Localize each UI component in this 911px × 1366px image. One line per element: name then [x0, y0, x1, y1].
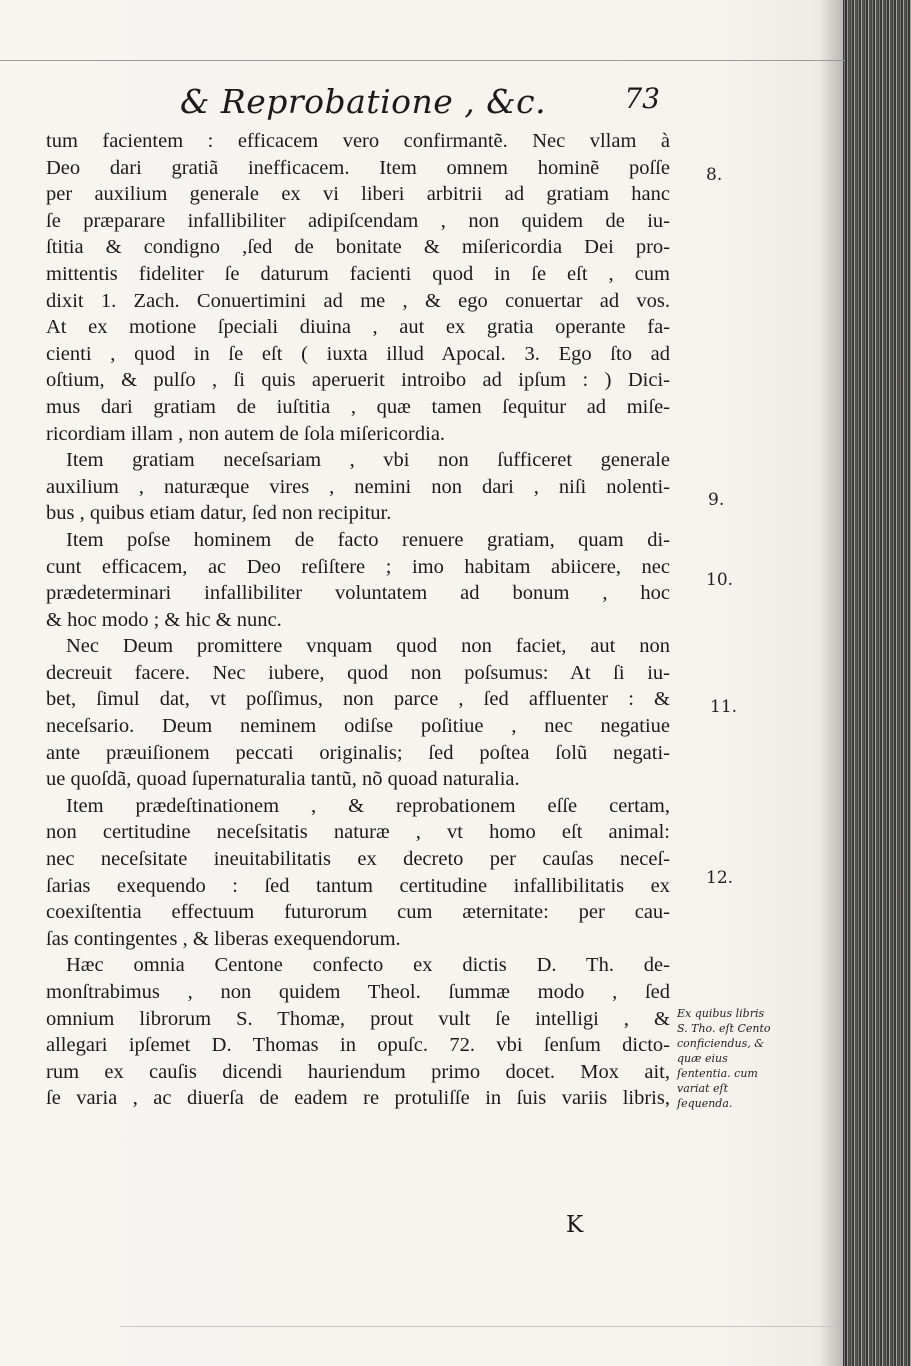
paragraph	[46, 527, 670, 633]
running-title: & Reprobatione , &c.	[180, 82, 547, 121]
paragraph	[46, 633, 670, 793]
text-line: auxilium , naturæque vires , nemini non dari , niſi nolenti-	[46, 475, 670, 498]
text-line: cunt efficacem, ac Deo reſiſtere ; imo habitam abiicere, nec	[46, 555, 670, 578]
paragraph	[46, 793, 670, 953]
body-text	[46, 128, 670, 1112]
page-edge-top	[0, 60, 845, 61]
text-line: omnium librorum S. Thomæ, prout vult ſe intelligi , &	[46, 1007, 670, 1030]
text-line: non certitudine neceſsitatis naturæ , vt homo eſt animal:	[46, 821, 670, 844]
paragraph	[46, 128, 670, 447]
text-line: prædeterminari infallibiliter voluntatem ad bonum , hoc	[46, 582, 670, 605]
text-line: mittentis fideliter ſe daturum facienti quod in ſe eſt , cum	[46, 262, 670, 285]
page-edge-bottom	[120, 1326, 840, 1327]
text-line: At ex motione ſpeciali diuina , aut ex gratia operante fa-	[46, 316, 670, 339]
text-line: allegari ipſemet D. Thomas in opuſc. 72. vbi ſenſum dicto-	[46, 1034, 670, 1057]
text-line: monſtrabimus , non quidem Theol. ſummæ modo , ſed	[46, 981, 670, 1003]
text-line: nec neceſsitate ineuitabilitatis ex decreto per cauſas neceſ-	[46, 848, 670, 871]
text-line: decreuit facere. Nec iubere, quod non poſsumus: At ſi iu-	[46, 661, 670, 684]
text-line: per auxilium generale ex vi liberi arbitrii ad gratiam hanc	[46, 183, 670, 206]
margin-number: 12.	[706, 868, 734, 888]
book-spine	[843, 0, 911, 1366]
margin-number: 10.	[706, 570, 734, 590]
page-number: 73	[624, 82, 660, 115]
text-line: bus , quibus etiam datur, ſed non recipitur.	[46, 502, 392, 525]
text-line: ue quoſdã, quoad ſupernaturalia tantũ, nõ quoad naturalia.	[46, 768, 520, 791]
text-line: & hoc modo ; & hic & nunc.	[46, 608, 282, 631]
text-line: tum facientem : efficacem vero confirmantẽ. Nec vllam à	[46, 130, 670, 152]
text-line: ricordiam illam , non autem de ſola miſericordia.	[46, 422, 446, 445]
margin-number: 11.	[710, 697, 738, 717]
text-line: ſtitia & condigno ,ſed de bonitate & miſericordia Dei pro-	[46, 236, 670, 259]
text-line: oſtium, & pulſo , ſi quis aperuerit introibo ad ipſum : ) Dici-	[46, 369, 670, 392]
paragraph	[46, 447, 670, 527]
text-line: ſe varia , ac diuerſa de eadem re protuliſſe in ſuis variis libris,	[46, 1087, 670, 1110]
text-line: Nec Deum promittere vnquam quod non faciet, aut non	[66, 635, 670, 658]
text-line: Item gratiam neceſsariam , vbi non ſufficeret generale	[66, 449, 670, 472]
paragraph	[46, 952, 670, 1112]
text-line: dixit 1. Zach. Conuertimini ad me , & ego conuertar ad vos.	[46, 289, 670, 312]
text-line: neceſsario. Deum neminem odiſse poſitiue , nec negatiue	[46, 715, 670, 738]
marginal-note: Ex quibus libris S. Tho. eſt Cento conficiendus, & quæ eius ſententia. cum variat eſt ſequenda.	[677, 1007, 771, 1110]
text-line: bet, ſimul dat, vt poſſimus, non parce , ſed affluenter : &	[46, 688, 670, 711]
text-line: Item prædeſtinationem , & reprobationem eſſe certam,	[66, 794, 670, 817]
text-line: Hæc omnia Centone confecto ex dictis D. Th. de-	[66, 954, 670, 977]
text-line: coexiſtentia effectuum futurorum cum æternitate: per cau-	[46, 901, 670, 924]
text-line: rum ex cauſis dicendi hauriendum primo docet. Mox ait,	[46, 1060, 670, 1083]
margin-number: 9.	[708, 490, 725, 510]
text-line: Item poſse hominem de facto renuere gratiam, quam di-	[66, 528, 670, 551]
text-line: ſe præparare infallibiliter adipiſcendam , non quidem de iu-	[46, 209, 670, 232]
text-line: mus dari gratiam de iuſtitia , quæ tamen ſequitur ad miſe-	[46, 395, 670, 418]
text-line: cienti , quod in ſe eſt ( iuxta illud Apocal. 3. Ego ſto ad	[46, 342, 670, 365]
margin-number: 8.	[706, 165, 723, 185]
text-line: ſas contingentes , & liberas exequendorum.	[46, 927, 401, 950]
text-line: ſarias exequendo : ſed tantum certitudine infallibilitatis ex	[46, 874, 670, 897]
text-line: Deo dari gratiã inefficacem. Item omnem hominẽ poſſe	[46, 156, 670, 179]
catchword: K	[566, 1212, 584, 1238]
text-line: ante præuiſionem peccati originalis; ſed poſtea ſolũ negati-	[46, 741, 670, 764]
page-header	[180, 82, 660, 126]
